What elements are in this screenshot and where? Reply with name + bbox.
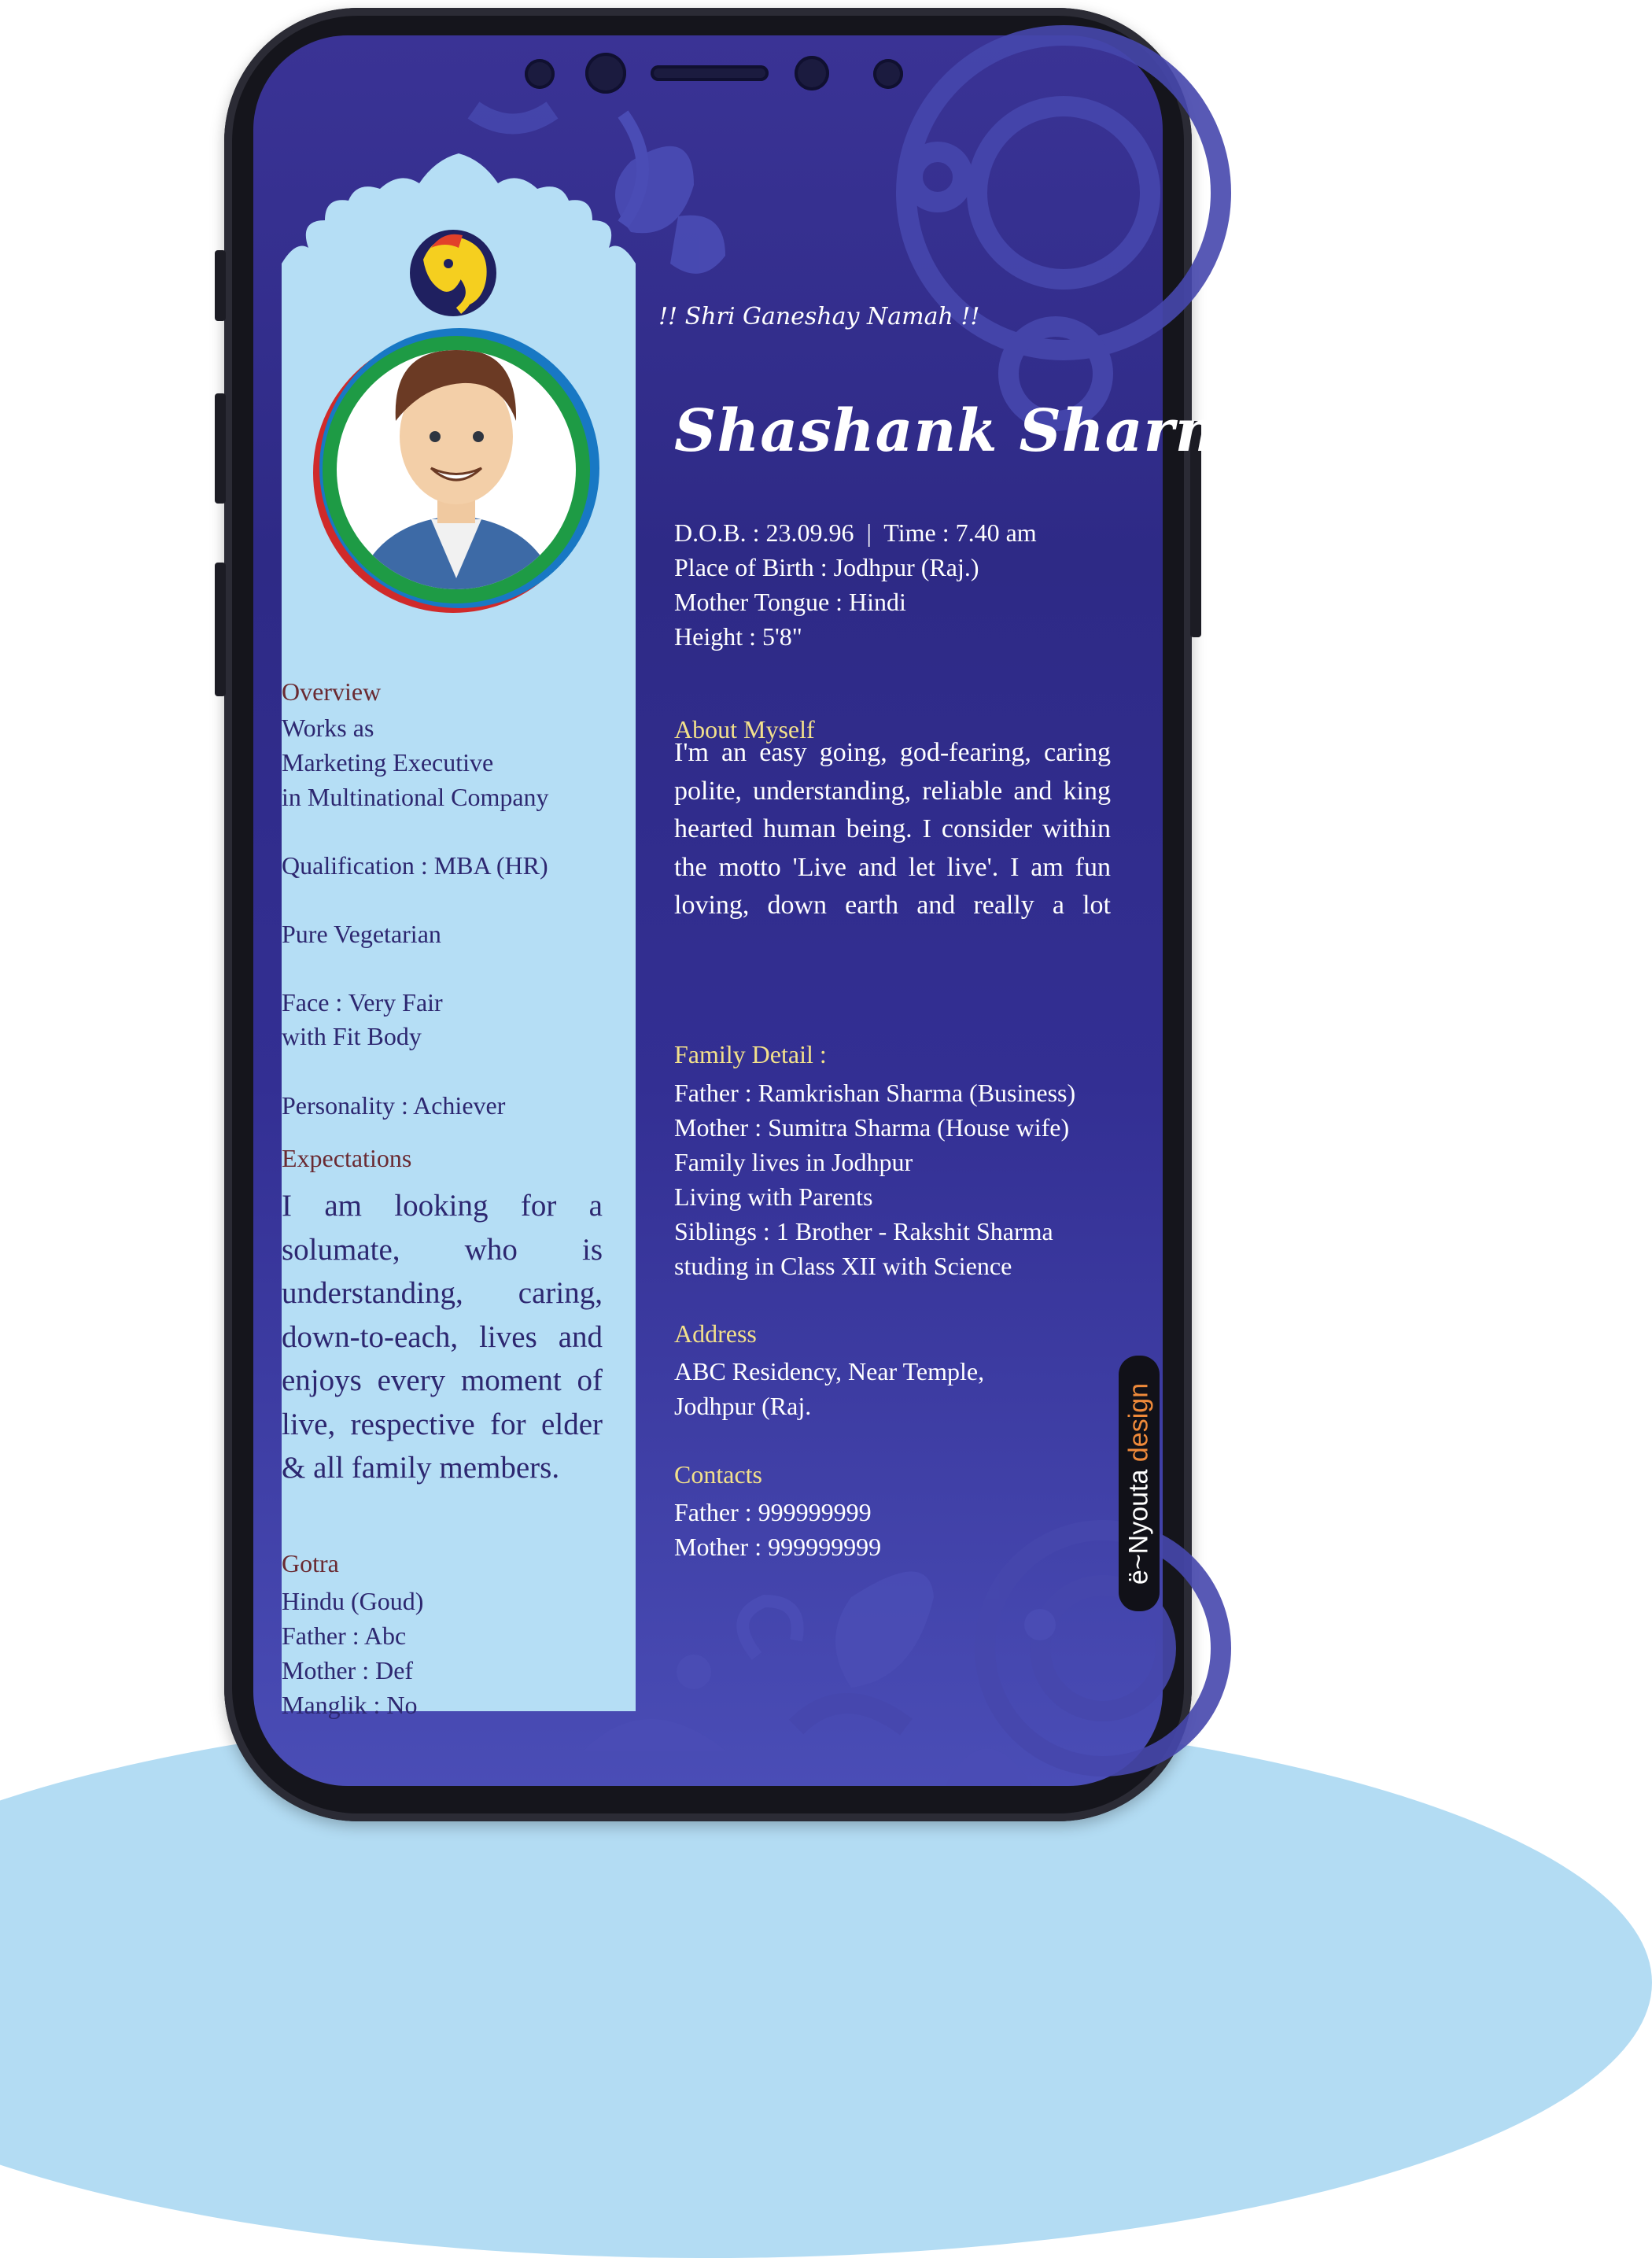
- left-panel: [282, 35, 636, 1786]
- watermark-accent: design: [1123, 1382, 1154, 1462]
- expectations-heading: Expectations: [282, 1144, 412, 1172]
- address-line: ABC Residency, Near Temple,: [674, 1357, 985, 1385]
- overview-heading: Overview: [282, 677, 382, 706]
- overview-line: Works as: [282, 714, 374, 742]
- contact-line: Mother : 999999999: [674, 1533, 882, 1561]
- family-heading: Family Detail :: [674, 1040, 827, 1068]
- volume-button: [215, 563, 226, 696]
- watermark-main: ë~Nyouta: [1123, 1461, 1154, 1585]
- about-heading: About Myself: [674, 715, 815, 743]
- family-line: Living with Parents: [674, 1182, 873, 1211]
- info-line: D.O.B. : 23.09.96 | Time : 7.40 am: [674, 518, 1037, 547]
- info-line: Mother Tongue : Hindi: [674, 588, 906, 616]
- volume-button: [215, 393, 226, 504]
- contact-line: Father : 999999999: [674, 1498, 872, 1526]
- gotra-heading: Gotra: [282, 1549, 339, 1577]
- family-line: Father : Ramkrishan Sharma (Business): [674, 1079, 1076, 1107]
- phone-screen: [253, 35, 1276, 1786]
- info-line: Height : 5'8": [674, 622, 802, 651]
- diet-text: Pure Vegetarian: [282, 920, 441, 948]
- family-line: studing in Class XII with Science: [674, 1252, 1012, 1280]
- speaker-grille: [651, 65, 769, 81]
- volume-button: [215, 250, 226, 321]
- personality-text: Personality : Achiever: [282, 1091, 506, 1120]
- watermark-text: [1124, 1382, 1155, 1584]
- address-line: Jodhpur (Raj.: [674, 1392, 812, 1420]
- watermark-badge: [1119, 1356, 1160, 1611]
- overview-line: in Multinational Company: [282, 783, 549, 811]
- family-line: Siblings : 1 Brother - Rakshit Sharma: [674, 1217, 1053, 1245]
- profile-name: Shashank Sharma: [674, 397, 1276, 465]
- profile-avatar: [305, 319, 612, 625]
- gotra-line: Manglik : No: [282, 1691, 418, 1719]
- address-heading: Address: [674, 1319, 757, 1348]
- face-text: Face : Very Fair: [282, 988, 443, 1016]
- gotra-line: Hindu (Goud): [282, 1587, 424, 1615]
- about-text: I'm an easy going, god-fearing, caring polite, understanding, reliable and king hearted human being. I consider within the motto 'Live and let live'. I am fun loving, down earth and really a lot: [674, 738, 1111, 921]
- gotra-line: Mother : Def: [282, 1656, 414, 1684]
- expectations-text: I am looking for a solumate, who is understanding, caring, down-to-each, lives and enjoys every moment of live, respective for elder & all family members.: [282, 1189, 603, 1485]
- family-line: Family lives in Jodhpur: [674, 1148, 913, 1176]
- qualification-text: Qualification : MBA (HR): [282, 851, 548, 880]
- contacts-heading: Contacts: [674, 1460, 762, 1489]
- family-line: Mother : Sumitra Sharma (House wife): [674, 1113, 1070, 1142]
- info-line: Place of Birth : Jodhpur (Raj.): [674, 553, 979, 581]
- gotra-line: Father : Abc: [282, 1622, 407, 1650]
- sensor-dot: [873, 59, 903, 89]
- overview-line: Marketing Executive: [282, 748, 494, 777]
- face-text: with Fit Body: [282, 1022, 422, 1050]
- sensor-dot: [795, 56, 829, 90]
- ganesha-icon: [400, 224, 506, 323]
- salutation: !! Shri Ganeshay Namah !!: [658, 303, 980, 330]
